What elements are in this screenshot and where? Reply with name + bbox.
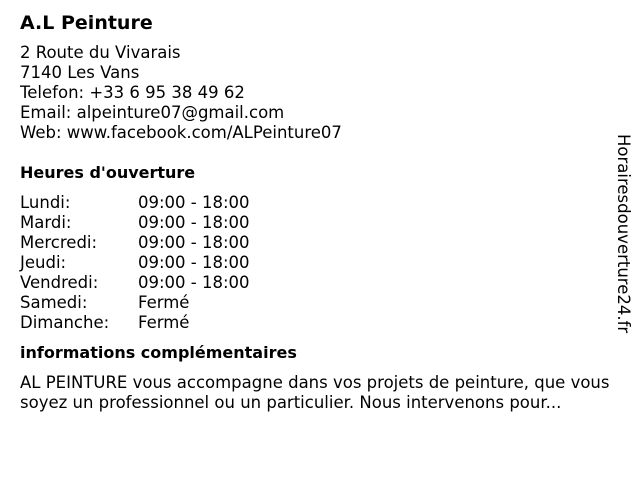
opening-hours-table [20,193,620,333]
day-label: Lundi: [20,193,71,212]
hours-value: Fermé [138,313,190,332]
day-label: Mardi: [20,213,72,232]
additional-info-heading: informations complémentaires [20,343,297,362]
hours-row-tuesday [20,213,620,233]
watermark-text: Horairesdouverture24.fr [614,134,633,334]
additional-info-text: AL PEINTURE vous accompagne dans vos projets de peinture, que vous soyez un professionnel ou un particulier. Nous intervenons pour... [20,373,610,412]
business-name: A.L Peinture [20,12,153,34]
hours-value: 09:00 - 18:00 [138,193,250,212]
hours-row-friday [20,273,620,293]
day-label: Jeudi: [20,253,67,272]
hours-row-monday [20,193,620,213]
hours-row-wednesday [20,233,620,253]
opening-hours-heading: Heures d'ouverture [20,163,196,182]
day-label: Samedi: [20,293,88,312]
day-label: Mercredi: [20,233,98,252]
hours-value: 09:00 - 18:00 [138,233,250,252]
phone-number: Telefon: +33 6 95 38 49 62 [20,83,245,102]
email-address: Email: alpeinture07@gmail.com [20,103,285,122]
hours-row-saturday [20,293,620,313]
vertical-watermark [613,134,633,346]
hours-value: 09:00 - 18:00 [138,213,250,232]
street-address: 2 Route du Vivarais [20,43,181,62]
city-address: 7140 Les Vans [20,63,140,82]
day-label: Dimanche: [20,313,110,332]
business-card [20,8,620,413]
hours-value: 09:00 - 18:00 [138,273,250,292]
contact-block [20,43,620,143]
hours-value: Fermé [138,293,190,312]
day-label: Vendredi: [20,273,99,292]
hours-value: 09:00 - 18:00 [138,253,250,272]
website-address: Web: www.facebook.com/ALPeinture07 [20,123,342,142]
hours-row-sunday [20,313,620,333]
hours-row-thursday [20,253,620,273]
